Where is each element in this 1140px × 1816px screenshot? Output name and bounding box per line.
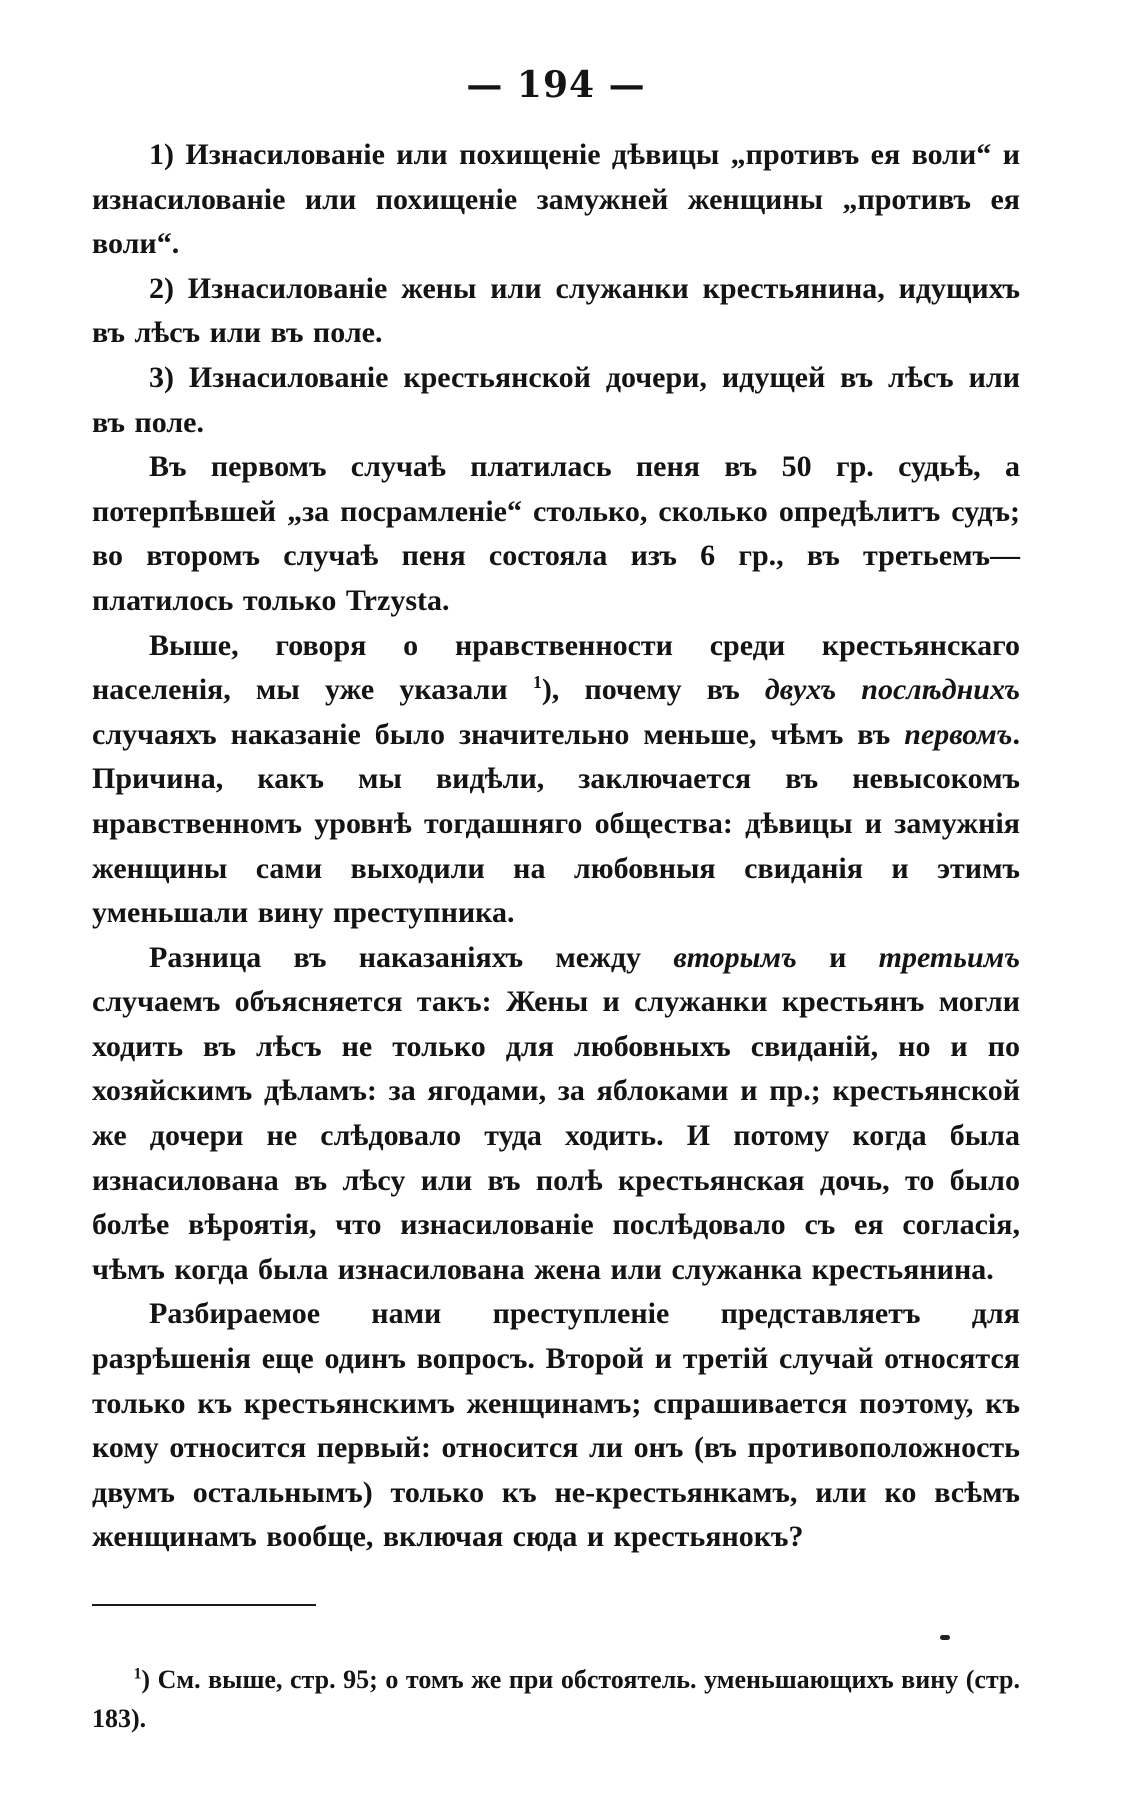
text-run: ), почему въ — [541, 673, 765, 707]
text-run: случаемъ объясняется такъ: Жены и служанки крестьянъ могли ходить въ лѣсъ не только для любовныхъ свиданій, но и по хозяйскимъ дѣламъ: за ягодами, за яблоками и пр.; крестьянской же дочери не слѣдовало туда ходить. И потому когда была изнасилована въ лѣсу или въ полѣ крестьянская дочь, то было болѣе вѣроятія, что изнасилованіе послѣдовало съ ея согласія, чѣмъ когда была изнасилована жена или служанка крестьянина. — [92, 985, 1020, 1286]
body-text — [92, 133, 1020, 1560]
footnote-separator — [92, 1604, 316, 1606]
text-run: 3) Изнасилованіе крестьянской дочери, идущей въ лѣсъ или въ поле. — [92, 360, 1020, 439]
paragraph — [92, 133, 1020, 267]
italic-text: вторымъ — [673, 940, 797, 974]
footnote-ref: 1 — [133, 1665, 142, 1683]
italic-text: двухъ послѣднихъ — [764, 673, 1020, 707]
text-run: Выше, говоря о нравственности среди крестьянскаго населенія, мы уже указали — [92, 628, 1020, 707]
ink-speck — [940, 1635, 950, 1640]
book-page — [92, 55, 1020, 1738]
text-run: и — [796, 940, 879, 974]
paragraph — [92, 624, 1020, 936]
page-number: — 194 — — [466, 64, 646, 106]
text-run: 1) Изнасилованіе или похищеніе дѣвицы „противъ ея воли“ и изнасилованіе или похищеніе замужней женщины „противъ ея воли“. — [92, 138, 1020, 261]
text-run: Разница въ наказаніяхъ между — [149, 940, 674, 974]
paragraph — [92, 267, 1020, 356]
paragraph — [92, 936, 1020, 1293]
text-run: 2) Изнасилованіе жены или служанки крестьянина, идущихъ въ лѣсъ или въ поле. — [92, 271, 1020, 350]
text-run: случаяхъ наказаніе было значительно меньше, чѣмъ въ — [92, 717, 905, 751]
footnote-ref: 1 — [532, 672, 542, 693]
paragraph — [92, 356, 1020, 445]
italic-text: третьимъ — [878, 940, 1020, 974]
paragraph — [92, 445, 1020, 623]
italic-text: первомъ — [904, 717, 1013, 751]
text-run: . Причина, какъ мы видѣли, заключается въ невысокомъ нравственномъ уровнѣ тогдашняго общества: дѣвицы и замужнія женщины сами выходили на любовныя свиданія и этимъ уменьшали вину преступника. — [92, 717, 1020, 930]
paragraph — [92, 1292, 1020, 1560]
text-run: Разбираемое нами преступленіе представляетъ для разрѣшенія еще одинъ вопросъ. Второй и третій случай относятся только къ крестьянскимъ женщинамъ; спрашивается поэтому, къ кому относится первый: относится ли онъ (въ противоположность двумъ остальнымъ) только къ не-крестьянкамъ, или ко всѣмъ женщинамъ вообще, включая сюда и крестьянокъ? — [92, 1297, 1020, 1554]
footnote — [92, 1660, 1020, 1738]
text-run: ) См. выше, стр. 95; о томъ же при обстоятель. уменьшающихъ вину (стр. 183). — [92, 1665, 1020, 1733]
text-run: Въ первомъ случаѣ платилась пеня въ 50 гр. судьѣ, а потерпѣвшей „за посрамленіе“ столько, сколько опредѣлитъ судъ; во второмъ случаѣ пеня состояла изъ 6 гр., въ третьемъ—платилось только Trzysta. — [92, 450, 1020, 617]
